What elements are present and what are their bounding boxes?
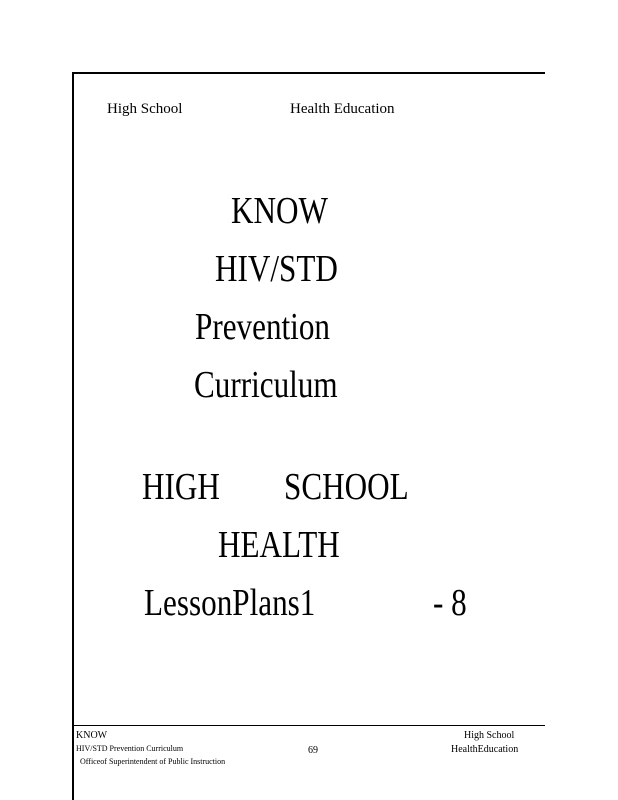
title-line-prevention: Prevention	[195, 306, 331, 348]
footer-left-line2: HIV/STD Prevention Curriculum	[76, 744, 184, 753]
footer-rule	[74, 725, 545, 726]
header-right-text: Health Education	[290, 101, 395, 117]
subtitle-health: HEALTH	[218, 524, 340, 566]
subtitle-high: HIGH	[142, 466, 220, 508]
footer-right-line2: HealthEducation	[451, 744, 519, 755]
footer-left-line1: KNOW	[76, 730, 108, 741]
title-line-curriculum: Curriculum	[194, 364, 338, 406]
page-frame-left-rule	[72, 72, 74, 800]
title-line-know: KNOW	[231, 190, 328, 232]
subtitle-school: SCHOOL	[284, 466, 409, 508]
footer-page-number: 69	[308, 745, 318, 756]
title-line-hiv-std: HIV/STD	[215, 248, 338, 290]
header-left-text: High School	[107, 101, 183, 117]
page-frame-top-rule	[72, 72, 545, 74]
footer-left-line3: Officeof Superintendent of Public Instruction	[80, 757, 226, 766]
footer-right-line1: High School	[464, 730, 515, 741]
subtitle-lesson-plans: LessonPlans1	[144, 582, 316, 624]
subtitle-range-end: - 8	[433, 582, 467, 624]
